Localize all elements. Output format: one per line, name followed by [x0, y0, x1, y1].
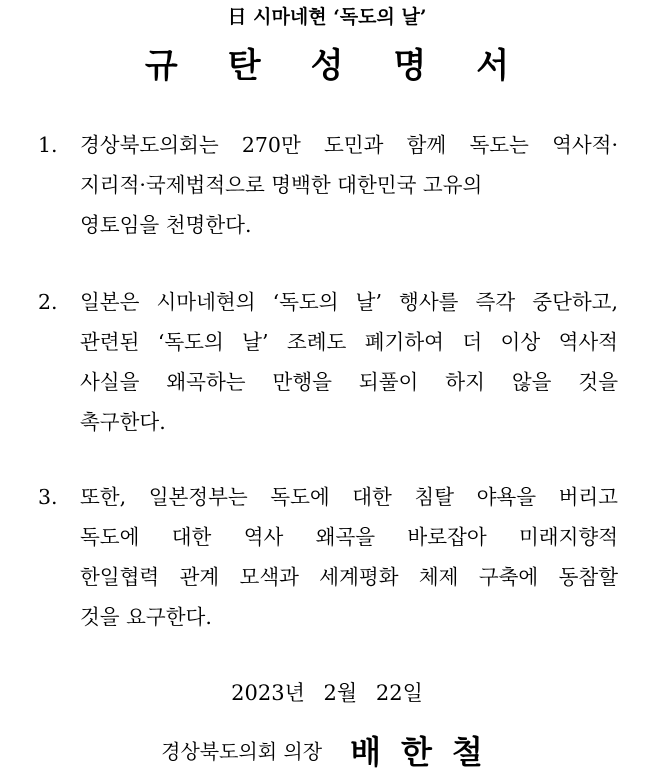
name-char: 한 [401, 732, 432, 771]
name-char: 철 [451, 732, 483, 771]
item-line: 경상북도의회는 270만 도민과 함께 독도는 역사적· [80, 133, 618, 157]
item-line: 관련된 ‘독도의 날’ 조례도 폐기하여 더 이상 역사적 [80, 330, 618, 354]
item-line: 사실을 왜곡하는 만행을 되풀이 하지 않을 것을 [80, 370, 618, 394]
item-number: 3. [38, 485, 58, 509]
title-char: 명 [393, 46, 427, 86]
statement-item-1 [38, 125, 618, 245]
item-line: 한일협력 관계 모색과 세계평화 체제 구축에 동참할 [80, 565, 618, 589]
title-char: 규 [144, 46, 178, 86]
item-line: 일본은 시마네현의 ‘독도의 날’ 행사를 즉각 중단하고, [80, 290, 618, 314]
title-char: 성 [310, 46, 344, 86]
item-line: 영토임을 천명한다. [80, 213, 252, 237]
item-line: 촉구한다. [80, 410, 166, 434]
statement-title [0, 44, 654, 88]
item-line: 지리적·국제법적으로 명백한 대한민국 고유의 [80, 173, 483, 197]
signatory-title: 경상북도의회 의장 [161, 739, 323, 764]
item-number: 1. [38, 133, 58, 157]
signatory-name [340, 733, 493, 771]
signature-block [0, 726, 654, 777]
item-line: 것을 요구한다. [80, 605, 212, 629]
item-line: 독도에 대한 역사 왜곡을 바로잡아 미래지향적 [80, 525, 618, 549]
statement-subtitle: 日 시마네현 ‘독도의 날’ [227, 6, 427, 28]
item-number: 2. [38, 290, 58, 314]
title-char: 탄 [227, 46, 261, 86]
item-line: 또한, 일본정부는 독도에 대한 침탈 야욕을 버리고 [80, 485, 618, 509]
statement-item-3 [38, 477, 618, 637]
statement-date: 2023년 2월 22일 [231, 681, 423, 705]
name-char: 배 [350, 732, 381, 771]
statement-item-2 [38, 282, 618, 442]
title-char: 서 [476, 46, 510, 86]
